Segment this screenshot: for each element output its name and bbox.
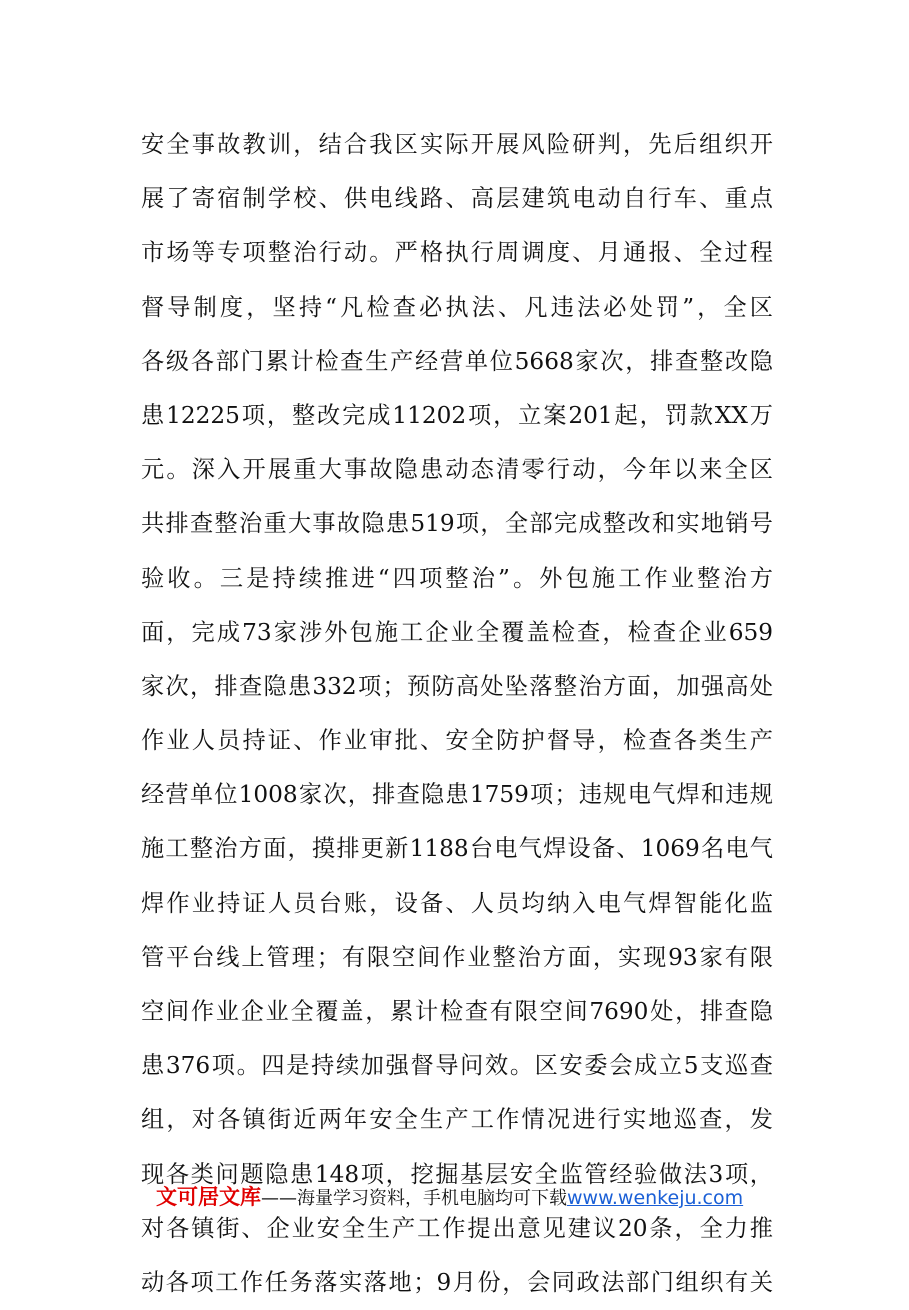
text-line: 元。深入开展重大事故隐患动态清零行动，今年以来全区 — [141, 456, 773, 484]
text-line: 家次，排查隐患332项；预防高处坠落整治方面，加强高处 — [141, 672, 773, 700]
text-line: 组，对各镇街近两年安全生产工作情况进行实地巡查，发 — [141, 1106, 773, 1134]
text-line: 患12225项，整改完成11202项，立案201起，罚款XX万 — [141, 401, 773, 429]
footer-banner — [156, 1180, 796, 1214]
text-line: 施工整治方面，摸排更新1188台电气焊设备、1069名电气 — [141, 835, 773, 863]
text-line: 各级各部门累计检查生产经营单位5668家次，排查整改隐 — [141, 347, 773, 375]
body-text — [141, 118, 773, 1310]
text-line: 展了寄宿制学校、供电线路、高层建筑电动自行车、重点 — [141, 185, 773, 213]
text-line: 作业人员持证、作业审批、安全防护督导，检查各类生产 — [141, 727, 773, 755]
footer-tagline: ——海量学习资料，手机电脑均可下载 — [261, 1188, 567, 1209]
text-line: 患376项。四是持续加强督导问效。区安委会成立5支巡查 — [141, 1052, 773, 1080]
text-line: 空间作业企业全覆盖，累计检查有限空间7690处，排查隐 — [141, 998, 773, 1025]
text-line: 现各类问题隐患148项，挖掘基层安全监管经验做法3项， — [141, 1160, 773, 1188]
text-line: 管平台线上管理；有限空间作业整治方面，实现93家有限 — [141, 943, 773, 971]
text-line: 对各镇街、企业安全生产工作提出意见建议20条，全力推 — [141, 1214, 773, 1242]
text-line: 安全事故教训，结合我区实际开展风险研判，先后组织开 — [141, 131, 773, 158]
footer-url-link[interactable]: www.wenkeju.com — [567, 1187, 744, 1209]
text-line: 共排查整治重大事故隐患519项，全部完成整改和实地销号 — [141, 510, 773, 538]
text-line: 市场等专项整治行动。严格执行周调度、月通报、全过程 — [141, 239, 773, 267]
text-line: 面，完成73家涉外包施工企业全覆盖检查，检查企业659 — [141, 618, 773, 646]
text-line: 验收。三是持续推进“四项整治”。外包施工作业整治方 — [141, 564, 773, 592]
footer-brand: 文可居文库 — [156, 1185, 261, 1209]
text-line: 督导制度，坚持“凡检查必执法、凡违法必处罚”，全区 — [141, 293, 773, 321]
text-line: 经营单位1008家次，排查隐患1759项；违规电气焊和违规 — [141, 781, 773, 809]
text-line: 焊作业持证人员台账，设备、人员均纳入电气焊智能化监 — [141, 889, 773, 917]
text-line: 动各项工作任务落实落地；9月份，会同政法部门组织有关 — [141, 1268, 773, 1296]
